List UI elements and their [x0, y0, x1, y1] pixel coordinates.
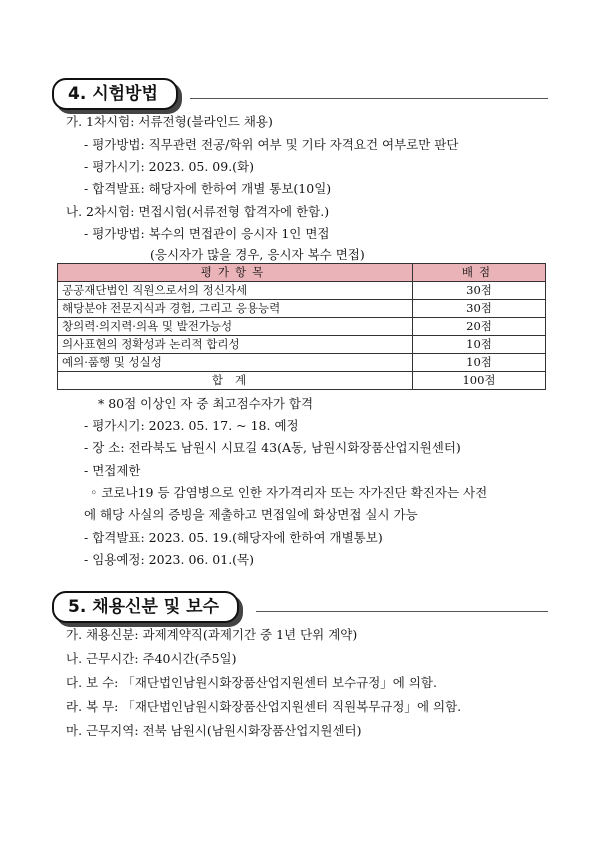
row-score: 10점 — [413, 336, 546, 354]
section-5-rule — [256, 611, 548, 612]
header-item: 평가항목 — [58, 264, 413, 282]
table-row — [58, 282, 546, 300]
row-item: 해당분야 전문지식과 경험, 그리고 응용능력 — [58, 300, 413, 318]
s4-after-line-1: * 80점 이상인 자 중 최고점수자가 합격 — [98, 396, 314, 411]
row-score: 20점 — [413, 318, 546, 336]
row-item: 의사표현의 정확성과 논리적 합리성 — [58, 336, 413, 354]
s4-after-line-8: - 임용예정: 2023. 06. 01.(목) — [84, 552, 255, 567]
evaluation-table — [57, 263, 546, 390]
total-score: 100점 — [413, 372, 546, 390]
s5-line-1: 가. 채용신분: 과제계약직(과제기간 중 1년 단위 계약) — [66, 627, 358, 642]
table-row — [58, 300, 546, 318]
table-row — [58, 336, 546, 354]
row-score: 30점 — [413, 282, 546, 300]
s4-line-6: - 평가방법: 복수의 면접관이 응시자 1인 면접 — [84, 226, 330, 241]
s5-line-5: 마. 근무지역: 전북 남원시(남원시화장품산업지원센터) — [66, 723, 362, 738]
row-item: 공공재단법인 직원으로서의 정신자세 — [58, 282, 413, 300]
table-row — [58, 354, 546, 372]
row-score: 10점 — [413, 354, 546, 372]
section-4-title: 4. 시험방법 — [52, 78, 178, 110]
row-item: 예의·품행 및 성실성 — [58, 354, 413, 372]
table-header-row — [58, 264, 546, 282]
row-score: 30점 — [413, 300, 546, 318]
s4-after-line-2: - 평가시기: 2023. 05. 17. ~ 18. 예정 — [84, 418, 299, 433]
s4-line-4: - 합격발표: 해당자에 한하여 개별 통보(10일) — [84, 181, 332, 196]
s5-line-2: 나. 근무시간: 주40시간(주5일) — [66, 651, 237, 666]
header-score: 배점 — [413, 264, 546, 282]
section-4-rule — [190, 98, 548, 99]
s4-after-line-5: ◦ 코로나19 등 감염병으로 인한 자가격리자 또는 자가진단 확진자는 사전 — [90, 485, 488, 500]
total-label: 합계 — [58, 372, 413, 390]
s4-after-line-3: - 장 소: 전라북도 남원시 시묘길 43(A동, 남원시화장품산업지원센터) — [84, 440, 461, 455]
table-row — [58, 318, 546, 336]
section-5-title: 5. 채용신분 및 보수 — [52, 591, 239, 623]
s4-after-line-7: - 합격발표: 2023. 05. 19.(해당자에 한하여 개별통보) — [84, 530, 383, 545]
s4-line-1: 가. 1차시험: 서류전형(블라인드 채용) — [66, 114, 273, 129]
s5-line-3: 다. 보 수: 「재단법인남원시화장품산업지원센터 보수규정」에 의함. — [66, 675, 437, 690]
s4-line-5: 나. 2차시험: 면접시험(서류전형 합격자에 한함.) — [66, 204, 330, 219]
s4-after-line-6: 에 해당 사실의 증빙을 제출하고 면접일에 화상면접 실시 가능 — [84, 507, 418, 522]
row-item: 창의력·의지력·의욕 및 발전가능성 — [58, 318, 413, 336]
table-total-row — [58, 372, 546, 390]
s5-line-4: 라. 복 무: 「재단법인남원시화장품산업지원센터 직원복무규정」에 의함. — [66, 699, 462, 714]
s4-line-3: - 평가시기: 2023. 05. 09.(화) — [84, 159, 255, 174]
s4-after-line-4: - 면접제한 — [84, 463, 141, 478]
s4-line-2: - 평가방법: 직무관련 전공/학위 여부 및 기타 자격요건 여부로만 판단 — [84, 137, 459, 152]
s4-line-7: (응시자가 많을 경우, 응시자 복수 면접) — [150, 247, 365, 262]
